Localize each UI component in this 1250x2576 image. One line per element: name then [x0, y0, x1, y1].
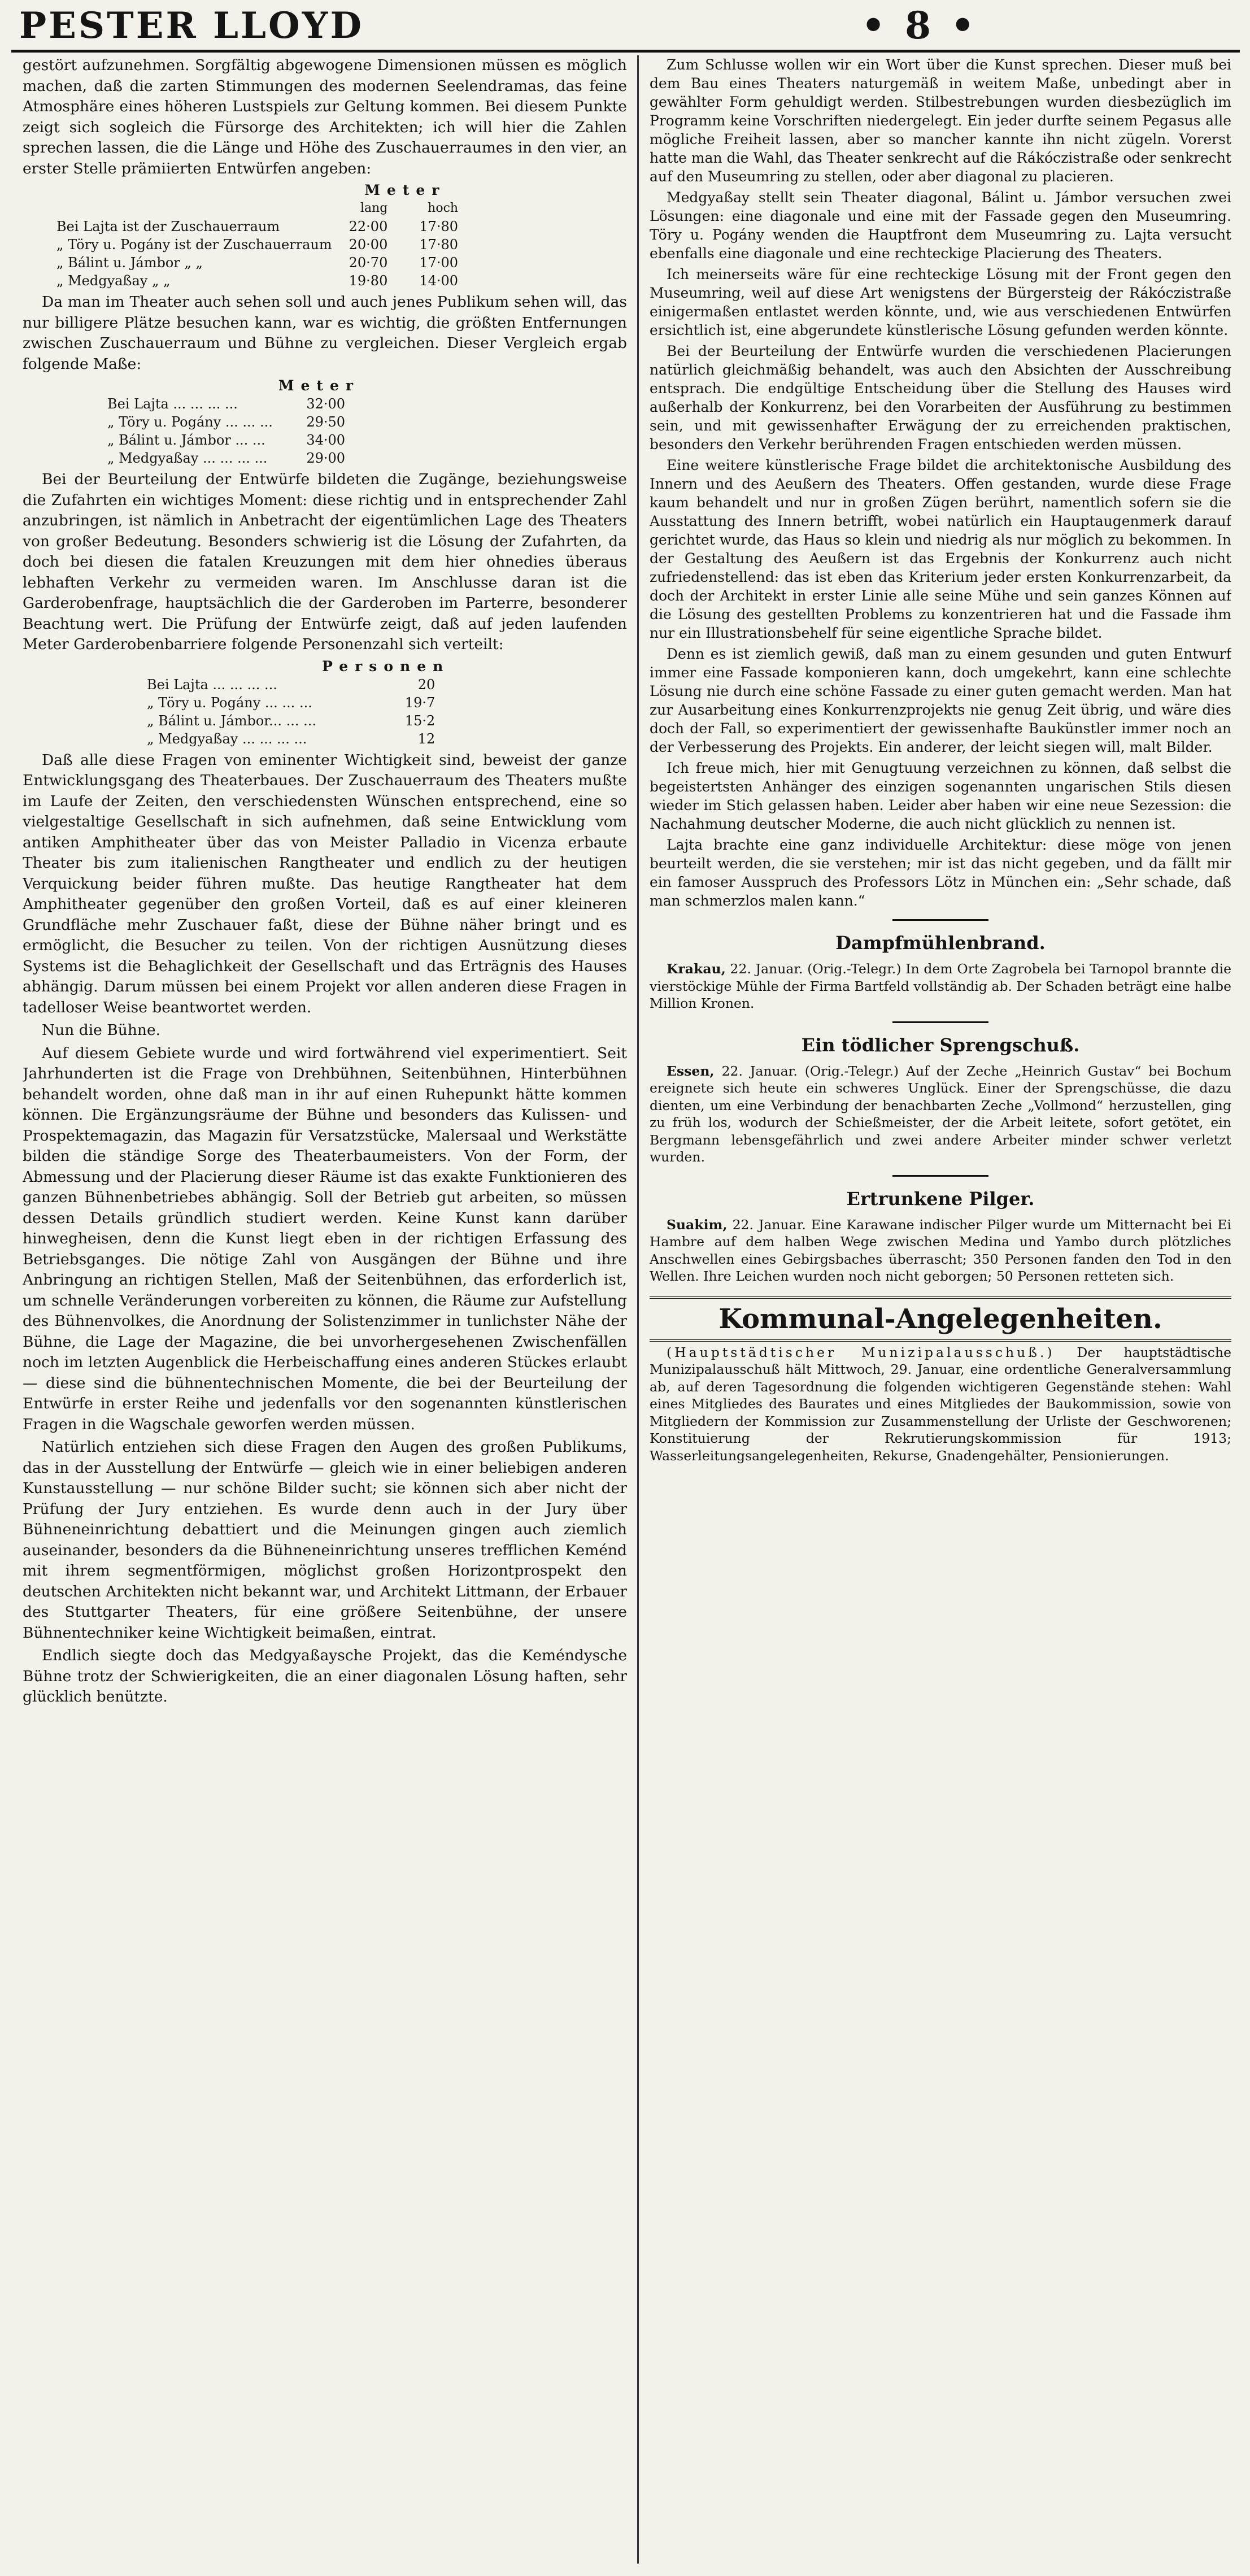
news-item	[650, 1216, 1231, 1285]
header-rule	[11, 50, 1240, 53]
table-row: „ Töry u. Pogány ist der Zuschauerraum 20·00 17·80	[56, 237, 459, 253]
paragraph: Natürlich entziehen sich diese Fragen den Augen des großen Publikums, das in der Ausstellung der Entwürfe — gleich wie in einer beliebigen anderen Kunstausstellung — nur schöne Bilder sucht; sie können sich aber nicht der Prüfung der Jury entziehen. Es wurde denn auch in der Jury über Bühneneinrichtung debattiert und die Meinungen gingen auch ziemlich auseinander, besonders da die Bühneneinrichtung unseres trefflichen Keménd mit ihrem segmentförmigen, möglichst großen Horizontprospekt den deutschen Architekten nicht bekannt war, und Architekt Littmann, der Erbauer des Stuttgarter Theaters, für eine größere Seitenbühne, der unsere Bühnentechniker keine Wichtigkeit beimaßen, eintrat.	[23, 1438, 627, 1642]
dateline: Suakim,	[667, 1216, 728, 1233]
table-row: „ Bálint u. Jámbor ... ... 34·00	[107, 432, 346, 448]
column-right	[650, 55, 1231, 2569]
news-body: 22. Januar. (Orig.-Telegr.) In dem Orte Zagrobela bei Tarnopol brannte die vierstöckige Mühle der Firma Bartfeld vollständig ab. Der Schaden beträgt eine halbe Million Kronen.	[650, 961, 1231, 1011]
news-body: Der hauptstädtische Munizipalausschuß hält Mittwoch, 29. Januar, eine ordentliche Generalversammlung ab, auf deren Tagesordnung die folgenden wichtigeren Gegenstände stehen: Wahl eines Mitgliedes des Baurates und eines Mitgliedes der Baukommission, sowie von Mitgliedern der Kommission zur Zusammenstellung der Urliste der Geschworenen; Konstituierung der Rekrutierungskommission für 1913; Wasserleitungsangelegenheiten, Rekurse, Gnadengehälter, Pensionierungen.	[650, 1344, 1231, 1464]
news-item	[650, 960, 1231, 1012]
paragraph: Denn es ist ziemlich gewiß, daß man zu einem gesunden und guten Entwurf immer eine Fassade komponieren kann, doch umgekehrt, kann eine schlechte Lösung nie durch eine schöne Fassade zu einer guten gemacht werden. Man hat zur Ausarbeitung eines Konkurrenzprojekts nie genug Zeit übrig, und wäre dies doch der Fall, so experimentiert der gewissenhafte Baukünstler immer noch an der Verbesserung des Projekts. Ein anderer, der leicht siegen will, malt Bilder.	[650, 646, 1231, 755]
table-row: „ Bálint u. Jámbor... ... ... 15·2	[147, 712, 435, 729]
paragraph: Medgyaßay stellt sein Theater diagonal, Bálint u. Jámbor versuchen zwei Lösungen: eine diagonale und eine mit der Fassade gegen den Museumring. Töry u. Pogány wenden die Hauptfront dem Museumring zu. Lajta versucht ebenfalls eine diagonale und eine rechteckige Placierung des Theaters.	[650, 189, 1231, 262]
column-divider	[637, 55, 639, 2564]
section-separator	[892, 1175, 988, 1177]
paragraph: Eine weitere künstlerische Frage bildet die architektonische Ausbildung des Innern und des Aeußern des Theaters. Offen gestanden, wurde diese Frage kaum behandelt und nur in großen Zügen berührt, namentlich sofern sie die Ausstattung des Innern betrifft, wobei natürlich ein Hauptaugenmerk darauf gerichtet wurde, das Haus so klein und niedrig als nur möglich zu bekommen. In der Gestaltung des Aeußern ist das Ergebnis der Konkurrenz auch nicht zufriedenstellend: das ist eben das Kriterium jeder ersten Konkurrenzarbeit, da doch der Architekt in erster Linie alle seine Mühe und sein ganzes Können auf die Lösung des gestellten Problems zu konzentrieren hat und die Fassade ihm nur ein Illustrationsbehelf für seine eigentliche Sprache bildet.	[650, 457, 1231, 641]
dateline: Essen,	[667, 1063, 715, 1079]
table-row: „ Medgyaßay „ „ 19·80 14·00	[56, 273, 459, 289]
table-row: „ Bálint u. Jámbor „ „ 20·70 17·00	[56, 255, 459, 271]
news-headline: Ertrunkene Pilger.	[846, 1187, 1035, 1209]
news-item	[650, 1344, 1231, 1465]
dimensions-table	[56, 181, 478, 290]
table-row: Bei Lajta ist der Zuschauerraum 22·00 17·80	[56, 219, 459, 234]
masthead: PESTER LLOYD	[19, 5, 364, 47]
table-row: Bei Lajta ... ... ... ... 32·00	[107, 396, 346, 412]
column-label: hoch	[428, 201, 459, 215]
paragraph: Lajta brachte eine ganz individuelle Architektur: diese möge von jenen beurteilt werden, die sie verstehen; mir ist das nicht gegeben, und da fällt mir ein famoser Ausspruch des Professors Lötz in München ein: „Sehr schade, daß man schmerzlos malen kann.“	[650, 837, 1231, 909]
paragraph: Nun die Bühne.	[42, 1021, 161, 1039]
table-header: Meter	[278, 377, 360, 394]
persons-table	[147, 658, 455, 748]
table-header: Personen	[322, 658, 450, 675]
paragraph: Endlich siegte doch das Medgyaßaysche Projekt, das die Keméndysche Bühne trotz der Schwierigkeiten, die an einer diagonalen Lösung haften, sehr glücklich benützte.	[23, 1647, 627, 1705]
news-body: 22. Januar. Eine Karawane indischer Pilger wurde um Mitternacht bei Ei Hambre auf dem halben Wege zwischen Medina und Yambo durch plötzliches Anschwellen eines Gebirgsbaches überrascht; 350 Personen fanden den Tod in den Wellen. Ihre Leichen wurden noch nicht geborgen; 50 Personen retteten sich.	[650, 1216, 1231, 1284]
dateline: Krakau,	[667, 961, 726, 977]
section-title: Kommunal-Angelegenheiten.	[650, 1296, 1231, 1342]
table-header: Meter	[364, 182, 446, 198]
paragraph: Da man im Theater auch sehen soll und auch jenes Publikum sehen will, das nur billigere Plätze besuchen kann, war es wichtig, die größten Entfernungen zwischen Zuschauerraum und Bühne zu vergleichen. Dieser Vergleich ergab folgende Maße:	[23, 293, 627, 373]
table-row: „ Medgyaßay ... ... ... ... 29·00	[107, 450, 346, 466]
paragraph: Bei der Beurteilung der Entwürfe wurden die verschiedenen Placierungen natürlich gleichmäßig behandelt, was auch den Absichten der Ausschreibung entsprach. Die endgültige Entscheidung über die Stellung des Hauses wird außerhalb der Konkurrenz, bei den Vorarbeiten der Ausführung zu bestimmen sein, und mit gewissenhafter Erwägung der zu erreichenden praktischen, besonders den Verkehr berührenden Fragen entschieden werden müssen.	[650, 343, 1231, 452]
news-body: 22. Januar. (Orig.-Telegr.) Auf der Zeche „Heinrich Gustav“ bei Bochum ereignete sich heute ein schweres Unglück. Einer der Sprengschüsse, die dazu dienten, um eine Verbindung der benachbarten Zeche „Vollmond“ herzustellen, ging zu früh los, wodurch der Schießmeister, der die Arbeit leitete, sofort getötet, ein Bergmann lebensgefährlich und zwei andere Arbeiter minder schwer verletzt wurden.	[650, 1063, 1231, 1165]
table-row: „ Töry u. Pogány ... ... ... 29·50	[107, 414, 346, 430]
paragraph: Auf diesem Gebiete wurde und wird fortwährend viel experimentiert. Seit Jahrhunderten ist die Frage von Drehbühnen, Seitenbühnen, Hinterbühnen behandelt worden, ohne daß man in ihr auf einen Ruhepunkt hätte kommen können. Die Ergänzungsräume der Bühne und besonders das Kulissen- und Prospektemagazin, das Magazin für Versatzstücke, Malersaal und Werkstätte bilden die ständige Sorge des Theaterbaumeisters. Von der Form, der Abmessung und der Placierung dieser Räume ist das exakte Funktionieren des ganzen Bühnenbetriebes abhängig. Soll der Betrieb gut arbeiten, so müssen dessen Details gründlich studiert werden. Keine Kunst kann darüber hinwegheisen, denn die Kunst liegt eben in der richtigen Erfassung des Betriebsganges. Die nötige Zahl von Ausgängen der Bühne und ihre Anbringung an richtigen Stellen, Maß der Seitenbühnen, das erforderlich ist, um schnelle Veränderungen vorbereiten zu können, die Räume zur Aufstellung des Bühnenvolkes, die Anordnung der Solistenzimmer in tunlichster Nähe der Bühne, die Lage der Magazine, die bei unvorhergesehenen Zwischenfällen noch im letzten Augenblick die Herbeischaffung eines anderen Stückes erlaubt — diese sind die bühnentechnischen Momente, die bei der Beurteilung der Entwürfe in erster Reihe und jedenfalls vor den sogenannten künstlerischen Fragen in die Wagschale geworfen werden müssen.	[23, 1044, 627, 1433]
page-number: • 8 •	[861, 3, 978, 47]
subheading: (Hauptstädtischer Munizipalausschuß.)	[667, 1344, 1055, 1360]
paragraph: Bei der Beurteilung der Entwürfe bildeten die Zugänge, beziehungsweise die Zufahrten ein wichtiges Moment: diese richtig und in entsprechender Zahl anzubringen, ist nämlich in Anbetracht der eigentümlichen Lage des Theaters von großer Bedeutung. Besonders schwierig ist die Lösung der Zufahrten, da doch bei diesen die fatalen Kreuzungen mit dem hier ohnedies überaus lebhaften Verkehr zu vermeiden waren. Im Anschlusse daran ist die Garderobenfrage, hauptsächlich die der Garderoben im Parterre, besonderer Beachtung wert. Die Prüfung der Entwürfe zeigt, daß auf jeden laufenden Meter Garderobenbarriere folgende Personenzahl sich verteilt:	[23, 471, 627, 653]
section-separator	[892, 919, 988, 921]
table-row: „ Medgyaßay ... ... ... ... 12	[147, 730, 435, 747]
paragraph: gestört aufzunehmen. Sorgfältig abgewogene Dimensionen müssen es möglich machen, daß die zarten Stimmungen des modernen Seelendramas, das feine Atmosphäre eines höheren Lustspiels zur Geltung kommen. Bei diesem Punkte zeigt sich sogleich die Fürsorge des Architekten; ich will hier die Zahlen sprechen lassen, die die Länge und Höhe des Zuschauerraumes in den vier, an erster Stelle prämiierten Entwürfen angeben:	[23, 56, 627, 177]
column-label: lang	[360, 201, 388, 215]
table-row: Bei Lajta ... ... ... ... 20	[147, 676, 435, 693]
distance-table	[107, 377, 365, 467]
paragraph: Daß alle diese Fragen von eminenter Wichtigkeit sind, beweist der ganze Entwicklungsgang des Theaterbaues. Der Zuschauerraum des Theaters mußte im Laufe der Zeiten, den verschiedensten Wünschen entsprechend, eine so vielgestaltige Gesellschaft in sich aufnehmen, daß seine Entwicklung vom antiken Amphitheater über das von Meister Palladio in Vicenza erbaute Theater bis zum italienischen Rangtheater und endlich zu der heutigen Verquickung beider führen mußte. Das heutige Rangtheater hat dem Amphitheater gegenüber den großen Vorteil, daß es auf einer kleineren Grundfläche mehr Zuschauer faßt, diese der Bühne näher bringt und es ermöglicht, die Besucher zu teilen. Von der richtigen Ausnützung dieses Systems ist die Behaglichkeit der Gesellschaft und das Erträgnis des Hauses abhängig. Darum müssen bei einem Projekt vor allen anderen diese Fragen in tadelloser Weise beantwortet werden.	[23, 751, 627, 1016]
column-left	[23, 55, 627, 2569]
news-headline: Ein tödlicher Sprengschuß.	[801, 1034, 1080, 1056]
paragraph: Ich meinerseits wäre für eine rechteckige Lösung mit der Front gegen den Museumring, weil auf diese Art wenigstens der Bürgersteig der Rákóczistraße einigermaßen entlastet werden könnte, und, wie aus verschiedenen Entwürfen ersichtlich ist, eine abgerundete künstlerische Lösung gefunden werden könnte.	[650, 266, 1231, 338]
section-separator	[892, 1021, 988, 1023]
page-header	[0, 0, 1250, 51]
news-headline: Dampfmühlenbrand.	[835, 932, 1046, 954]
news-item	[650, 1063, 1231, 1166]
paragraph: Zum Schlusse wollen wir ein Wort über die Kunst sprechen. Dieser muß bei dem Bau eines Theaters naturgemäß in weitem Maße, unbedingt aber in gewählter Form gehuldigt werden. Stilbestrebungen wurden diesbezüglich im Programm keine Vorschriften niedergelegt. Ein jeder durfte seinem Pegasus alle mögliche Freiheit lassen, aber so mancher kannte ihn nicht zügeln. Vorerst hatte man die Wahl, das Theater senkrecht auf die Rákóczistraße oder senkrecht auf den Museumring zu stellen, oder aber diagonal zu placieren.	[650, 56, 1231, 185]
table-row: „ Töry u. Pogány ... ... ... 19·7	[147, 694, 435, 711]
paragraph: Ich freue mich, hier mit Genugtuung verzeichnen zu können, daß selbst die begeistertsten Anhänger des einzigen sogenannten ungarischen Stils diesen wieder im Stich gelassen haben. Leider aber haben wir eine neue Sezession: die Nachahmung deutscher Moderne, die auch nicht glücklich zu nennen ist.	[650, 760, 1231, 832]
